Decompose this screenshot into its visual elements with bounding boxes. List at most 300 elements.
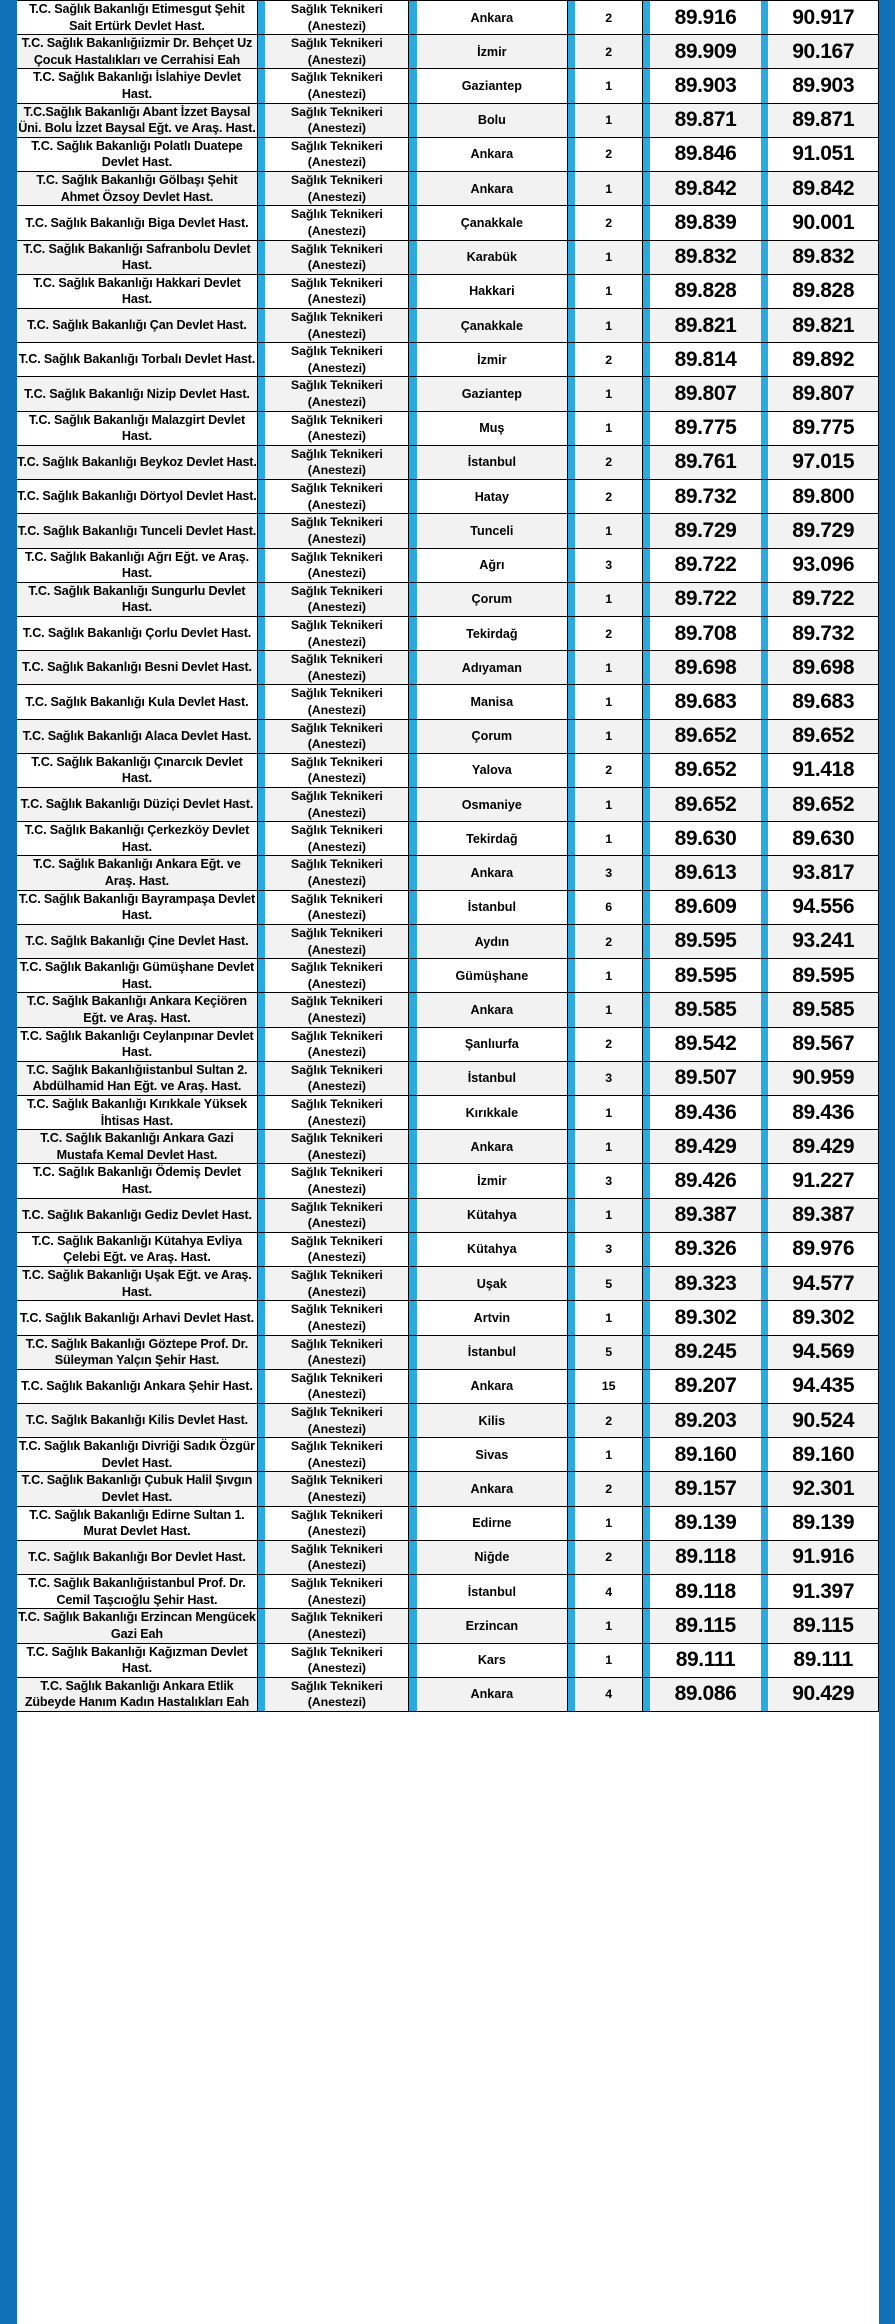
cell-title: Sağlık Teknikeri (Anestezi) bbox=[265, 480, 409, 514]
cell-city: Manisa bbox=[417, 685, 568, 719]
column-separator-2 bbox=[409, 1438, 417, 1472]
column-separator-1 bbox=[257, 411, 265, 445]
cell-max-score: 89.595 bbox=[768, 959, 878, 993]
table-row bbox=[17, 1061, 879, 1095]
cell-title: Sağlık Teknikeri (Anestezi) bbox=[265, 1198, 409, 1232]
cell-min-score: 89.609 bbox=[650, 890, 760, 924]
cell-quantity: 4 bbox=[575, 1677, 642, 1711]
cell-quantity: 6 bbox=[575, 890, 642, 924]
cell-max-score: 93.817 bbox=[768, 856, 878, 890]
column-separator-3 bbox=[567, 582, 575, 616]
column-separator-2 bbox=[409, 1267, 417, 1301]
column-separator-3 bbox=[567, 651, 575, 685]
cell-city: Ankara bbox=[417, 172, 568, 206]
cell-institution: T.C.Sağlık Bakanlığı Abant İzzet Baysal Üni. Bolu İzzet Baysal Eğt. ve Araş. Hast. bbox=[17, 103, 257, 137]
cell-min-score: 89.729 bbox=[650, 514, 760, 548]
column-separator-2 bbox=[409, 1164, 417, 1198]
column-separator-1 bbox=[257, 137, 265, 171]
column-separator-4 bbox=[643, 719, 651, 753]
cell-max-score: 89.683 bbox=[768, 685, 878, 719]
column-separator-3 bbox=[567, 1198, 575, 1232]
cell-city: Gaziantep bbox=[417, 69, 568, 103]
column-separator-2 bbox=[409, 69, 417, 103]
cell-quantity: 1 bbox=[575, 103, 642, 137]
cell-city: Adıyaman bbox=[417, 651, 568, 685]
cell-min-score: 89.814 bbox=[650, 343, 760, 377]
column-separator-1 bbox=[257, 822, 265, 856]
cell-institution: T.C. Sağlık Bakanlığı Nizip Devlet Hast. bbox=[17, 377, 257, 411]
cell-max-score: 89.436 bbox=[768, 1096, 878, 1130]
column-separator-3 bbox=[567, 1438, 575, 1472]
column-separator-1 bbox=[257, 35, 265, 69]
cell-title: Sağlık Teknikeri (Anestezi) bbox=[265, 1232, 409, 1266]
cell-quantity: 2 bbox=[575, 1, 642, 35]
column-separator-1 bbox=[257, 480, 265, 514]
cell-quantity: 2 bbox=[575, 1403, 642, 1437]
cell-min-score: 89.157 bbox=[650, 1472, 760, 1506]
column-separator-5 bbox=[761, 1575, 769, 1609]
column-separator-3 bbox=[567, 343, 575, 377]
cell-city: İstanbul bbox=[417, 1335, 568, 1369]
cell-title: Sağlık Teknikeri (Anestezi) bbox=[265, 1643, 409, 1677]
column-separator-2 bbox=[409, 172, 417, 206]
cell-min-score: 89.436 bbox=[650, 1096, 760, 1130]
column-separator-5 bbox=[761, 1438, 769, 1472]
cell-title: Sağlık Teknikeri (Anestezi) bbox=[265, 651, 409, 685]
cell-title: Sağlık Teknikeri (Anestezi) bbox=[265, 103, 409, 137]
table-row bbox=[17, 1403, 879, 1437]
cell-title: Sağlık Teknikeri (Anestezi) bbox=[265, 822, 409, 856]
column-separator-2 bbox=[409, 1643, 417, 1677]
cell-title: Sağlık Teknikeri (Anestezi) bbox=[265, 1506, 409, 1540]
column-separator-4 bbox=[643, 924, 651, 958]
column-separator-1 bbox=[257, 343, 265, 377]
column-separator-3 bbox=[567, 993, 575, 1027]
column-separator-5 bbox=[761, 788, 769, 822]
cell-quantity: 2 bbox=[575, 1540, 642, 1574]
table-row bbox=[17, 137, 879, 171]
table-row bbox=[17, 1643, 879, 1677]
cell-institution: T.C. Sağlık Bakanlığı Çan Devlet Hast. bbox=[17, 308, 257, 342]
cell-title: Sağlık Teknikeri (Anestezi) bbox=[265, 1301, 409, 1335]
cell-title: Sağlık Teknikeri (Anestezi) bbox=[265, 274, 409, 308]
table-row bbox=[17, 993, 879, 1027]
column-separator-4 bbox=[643, 685, 651, 719]
table-row bbox=[17, 274, 879, 308]
cell-title: Sağlık Teknikeri (Anestezi) bbox=[265, 719, 409, 753]
column-separator-5 bbox=[761, 1301, 769, 1335]
cell-min-score: 89.807 bbox=[650, 377, 760, 411]
cell-city: Kütahya bbox=[417, 1198, 568, 1232]
cell-quantity: 1 bbox=[575, 1096, 642, 1130]
cell-quantity: 3 bbox=[575, 1061, 642, 1095]
table-row bbox=[17, 890, 879, 924]
column-separator-1 bbox=[257, 445, 265, 479]
column-separator-5 bbox=[761, 1403, 769, 1437]
cell-min-score: 89.542 bbox=[650, 1027, 760, 1061]
column-separator-4 bbox=[643, 137, 651, 171]
cell-city: İzmir bbox=[417, 35, 568, 69]
table-row bbox=[17, 1232, 879, 1266]
column-separator-4 bbox=[643, 1096, 651, 1130]
cell-max-score: 94.556 bbox=[768, 890, 878, 924]
cell-title: Sağlık Teknikeri (Anestezi) bbox=[265, 137, 409, 171]
column-separator-4 bbox=[643, 103, 651, 137]
column-separator-3 bbox=[567, 856, 575, 890]
cell-max-score: 89.775 bbox=[768, 411, 878, 445]
column-separator-2 bbox=[409, 616, 417, 650]
cell-min-score: 89.652 bbox=[650, 788, 760, 822]
cell-title: Sağlık Teknikeri (Anestezi) bbox=[265, 924, 409, 958]
cell-max-score: 91.418 bbox=[768, 753, 878, 787]
cell-quantity: 2 bbox=[575, 137, 642, 171]
column-separator-4 bbox=[643, 1369, 651, 1403]
cell-quantity: 1 bbox=[575, 377, 642, 411]
column-separator-1 bbox=[257, 1027, 265, 1061]
cell-quantity: 2 bbox=[575, 616, 642, 650]
cell-institution: T.C. Sağlık Bakanlığı Dörtyol Devlet Hast. bbox=[17, 480, 257, 514]
cell-max-score: 89.800 bbox=[768, 480, 878, 514]
cell-min-score: 89.821 bbox=[650, 308, 760, 342]
column-separator-3 bbox=[567, 548, 575, 582]
cell-min-score: 89.426 bbox=[650, 1164, 760, 1198]
cell-quantity: 2 bbox=[575, 924, 642, 958]
cell-title: Sağlık Teknikeri (Anestezi) bbox=[265, 685, 409, 719]
cell-institution: T.C. Sağlık Bakanlığı Ödemiş Devlet Hast. bbox=[17, 1164, 257, 1198]
column-separator-1 bbox=[257, 240, 265, 274]
column-separator-3 bbox=[567, 1369, 575, 1403]
cell-min-score: 89.698 bbox=[650, 651, 760, 685]
column-separator-5 bbox=[761, 1609, 769, 1643]
column-separator-4 bbox=[643, 788, 651, 822]
cell-max-score: 89.139 bbox=[768, 1506, 878, 1540]
cell-max-score: 97.015 bbox=[768, 445, 878, 479]
cell-quantity: 2 bbox=[575, 480, 642, 514]
cell-institution: T.C. Sağlık Bakanlığı Safranbolu Devlet Hast. bbox=[17, 240, 257, 274]
cell-max-score: 94.435 bbox=[768, 1369, 878, 1403]
column-separator-2 bbox=[409, 206, 417, 240]
cell-min-score: 89.595 bbox=[650, 959, 760, 993]
cell-min-score: 89.115 bbox=[650, 1609, 760, 1643]
cell-quantity: 15 bbox=[575, 1369, 642, 1403]
cell-title: Sağlık Teknikeri (Anestezi) bbox=[265, 1130, 409, 1164]
column-separator-5 bbox=[761, 1643, 769, 1677]
column-separator-4 bbox=[643, 1506, 651, 1540]
column-separator-5 bbox=[761, 1267, 769, 1301]
cell-min-score: 89.652 bbox=[650, 719, 760, 753]
table-row bbox=[17, 514, 879, 548]
cell-max-score: 91.397 bbox=[768, 1575, 878, 1609]
table-row bbox=[17, 788, 879, 822]
cell-institution: T.C. Sağlık Bakanlığıizmir Dr. Behçet Uz Çocuk Hastalıkları ve Cerrahisi Eah bbox=[17, 35, 257, 69]
column-separator-3 bbox=[567, 959, 575, 993]
column-separator-5 bbox=[761, 822, 769, 856]
column-separator-5 bbox=[761, 1506, 769, 1540]
column-separator-5 bbox=[761, 35, 769, 69]
column-separator-3 bbox=[567, 377, 575, 411]
column-separator-3 bbox=[567, 924, 575, 958]
cell-institution: T.C. Sağlık Bakanlığı Tunceli Devlet Hast. bbox=[17, 514, 257, 548]
column-separator-1 bbox=[257, 1335, 265, 1369]
column-separator-4 bbox=[643, 1677, 651, 1711]
cell-quantity: 3 bbox=[575, 856, 642, 890]
cell-max-score: 92.301 bbox=[768, 1472, 878, 1506]
column-separator-2 bbox=[409, 1027, 417, 1061]
cell-quantity: 1 bbox=[575, 1643, 642, 1677]
column-separator-2 bbox=[409, 1609, 417, 1643]
cell-min-score: 89.245 bbox=[650, 1335, 760, 1369]
cell-max-score: 89.115 bbox=[768, 1609, 878, 1643]
column-separator-2 bbox=[409, 35, 417, 69]
cell-min-score: 89.846 bbox=[650, 137, 760, 171]
cell-max-score: 90.167 bbox=[768, 35, 878, 69]
cell-quantity: 2 bbox=[575, 206, 642, 240]
cell-title: Sağlık Teknikeri (Anestezi) bbox=[265, 1609, 409, 1643]
cell-min-score: 89.203 bbox=[650, 1403, 760, 1437]
cell-min-score: 89.871 bbox=[650, 103, 760, 137]
cell-institution: T.C. Sağlık Bakanlığı Polatlı Duatepe Devlet Hast. bbox=[17, 137, 257, 171]
column-separator-2 bbox=[409, 1301, 417, 1335]
column-separator-1 bbox=[257, 172, 265, 206]
cell-max-score: 89.652 bbox=[768, 719, 878, 753]
cell-quantity: 1 bbox=[575, 993, 642, 1027]
table-row bbox=[17, 1438, 879, 1472]
column-separator-5 bbox=[761, 377, 769, 411]
cell-quantity: 1 bbox=[575, 1130, 642, 1164]
cell-city: Tekirdağ bbox=[417, 822, 568, 856]
column-separator-3 bbox=[567, 822, 575, 856]
table-row bbox=[17, 685, 879, 719]
cell-title: Sağlık Teknikeri (Anestezi) bbox=[265, 1472, 409, 1506]
cell-min-score: 89.842 bbox=[650, 172, 760, 206]
column-separator-2 bbox=[409, 993, 417, 1027]
column-separator-2 bbox=[409, 924, 417, 958]
cell-city: Kars bbox=[417, 1643, 568, 1677]
cell-title: Sağlık Teknikeri (Anestezi) bbox=[265, 582, 409, 616]
table-row bbox=[17, 480, 879, 514]
cell-min-score: 89.507 bbox=[650, 1061, 760, 1095]
cell-city: İzmir bbox=[417, 343, 568, 377]
column-separator-2 bbox=[409, 856, 417, 890]
table-row bbox=[17, 1267, 879, 1301]
column-separator-4 bbox=[643, 1027, 651, 1061]
cell-quantity: 1 bbox=[575, 69, 642, 103]
cell-max-score: 91.916 bbox=[768, 1540, 878, 1574]
column-separator-4 bbox=[643, 1403, 651, 1437]
column-separator-1 bbox=[257, 1609, 265, 1643]
cell-min-score: 89.722 bbox=[650, 548, 760, 582]
column-separator-3 bbox=[567, 719, 575, 753]
cell-institution: T.C. Sağlık Bakanlığı Çorlu Devlet Hast. bbox=[17, 616, 257, 650]
column-separator-3 bbox=[567, 1, 575, 35]
cell-max-score: 89.160 bbox=[768, 1438, 878, 1472]
cell-quantity: 1 bbox=[575, 1438, 642, 1472]
column-separator-5 bbox=[761, 308, 769, 342]
column-separator-4 bbox=[643, 890, 651, 924]
cell-city: Tekirdağ bbox=[417, 616, 568, 650]
cell-max-score: 89.722 bbox=[768, 582, 878, 616]
cell-min-score: 89.630 bbox=[650, 822, 760, 856]
column-separator-2 bbox=[409, 1540, 417, 1574]
cell-title: Sağlık Teknikeri (Anestezi) bbox=[265, 206, 409, 240]
cell-city: Çorum bbox=[417, 719, 568, 753]
column-separator-4 bbox=[643, 1609, 651, 1643]
cell-max-score: 89.832 bbox=[768, 240, 878, 274]
column-separator-1 bbox=[257, 69, 265, 103]
table-row bbox=[17, 1609, 879, 1643]
cell-institution: T.C. Sağlık Bakanlığı Bayrampaşa Devlet Hast. bbox=[17, 890, 257, 924]
cell-min-score: 89.139 bbox=[650, 1506, 760, 1540]
column-separator-2 bbox=[409, 343, 417, 377]
column-separator-1 bbox=[257, 616, 265, 650]
column-separator-3 bbox=[567, 35, 575, 69]
column-separator-5 bbox=[761, 1540, 769, 1574]
cell-institution: T.C. Sağlık Bakanlığı Uşak Eğt. ve Araş. Hast. bbox=[17, 1267, 257, 1301]
column-separator-1 bbox=[257, 548, 265, 582]
column-separator-4 bbox=[643, 959, 651, 993]
column-separator-5 bbox=[761, 1096, 769, 1130]
column-separator-5 bbox=[761, 69, 769, 103]
column-separator-3 bbox=[567, 1609, 575, 1643]
column-separator-5 bbox=[761, 480, 769, 514]
cell-city: Gümüşhane bbox=[417, 959, 568, 993]
cell-max-score: 90.959 bbox=[768, 1061, 878, 1095]
table-row bbox=[17, 582, 879, 616]
table-row bbox=[17, 616, 879, 650]
cell-max-score: 89.652 bbox=[768, 788, 878, 822]
column-separator-3 bbox=[567, 1335, 575, 1369]
cell-institution: T.C. Sağlık Bakanlığı Kula Devlet Hast. bbox=[17, 685, 257, 719]
column-separator-4 bbox=[643, 1643, 651, 1677]
column-separator-2 bbox=[409, 1130, 417, 1164]
cell-title: Sağlık Teknikeri (Anestezi) bbox=[265, 959, 409, 993]
cell-max-score: 89.698 bbox=[768, 651, 878, 685]
column-separator-4 bbox=[643, 1438, 651, 1472]
cell-institution: T.C. Sağlık Bakanlığıistanbul Prof. Dr. Cemil Taşcıoğlu Şehir Hast. bbox=[17, 1575, 257, 1609]
column-separator-4 bbox=[643, 753, 651, 787]
placement-results-table bbox=[17, 0, 879, 1712]
cell-city: Ankara bbox=[417, 993, 568, 1027]
cell-max-score: 89.871 bbox=[768, 103, 878, 137]
column-separator-5 bbox=[761, 1164, 769, 1198]
cell-title: Sağlık Teknikeri (Anestezi) bbox=[265, 753, 409, 787]
cell-institution: T.C. Sağlık Bakanlığı Göztepe Prof. Dr. Süleyman Yalçın Şehir Hast. bbox=[17, 1335, 257, 1369]
column-separator-5 bbox=[761, 924, 769, 958]
column-separator-2 bbox=[409, 1677, 417, 1711]
cell-institution: T.C. Sağlık Bakanlığı Ankara Şehir Hast. bbox=[17, 1369, 257, 1403]
column-separator-1 bbox=[257, 890, 265, 924]
column-separator-3 bbox=[567, 172, 575, 206]
column-separator-3 bbox=[567, 685, 575, 719]
column-separator-5 bbox=[761, 1369, 769, 1403]
cell-institution: T.C. Sağlık Bakanlığı Besni Devlet Hast. bbox=[17, 651, 257, 685]
column-separator-3 bbox=[567, 445, 575, 479]
column-separator-2 bbox=[409, 1403, 417, 1437]
column-separator-2 bbox=[409, 1, 417, 35]
column-separator-5 bbox=[761, 959, 769, 993]
cell-institution: T.C. Sağlık Bakanlığı Ankara Keçiören Eğt. ve Araş. Hast. bbox=[17, 993, 257, 1027]
table-row bbox=[17, 719, 879, 753]
cell-max-score: 90.001 bbox=[768, 206, 878, 240]
column-separator-3 bbox=[567, 274, 575, 308]
column-separator-5 bbox=[761, 582, 769, 616]
cell-institution: T.C. Sağlık Bakanlığı Sungurlu Devlet Hast. bbox=[17, 582, 257, 616]
column-separator-3 bbox=[567, 1130, 575, 1164]
cell-city: Çanakkale bbox=[417, 206, 568, 240]
column-separator-3 bbox=[567, 1677, 575, 1711]
cell-quantity: 1 bbox=[575, 822, 642, 856]
cell-min-score: 89.585 bbox=[650, 993, 760, 1027]
column-separator-1 bbox=[257, 1061, 265, 1095]
column-separator-4 bbox=[643, 1335, 651, 1369]
cell-institution: T.C. Sağlık Bakanlığı Kütahya Evliya Çelebi Eğt. ve Araş. Hast. bbox=[17, 1232, 257, 1266]
column-separator-5 bbox=[761, 172, 769, 206]
cell-institution: T.C. Sağlık Bakanlığı Malazgirt Devlet Hast. bbox=[17, 411, 257, 445]
column-separator-5 bbox=[761, 548, 769, 582]
cell-city: Hatay bbox=[417, 480, 568, 514]
column-separator-1 bbox=[257, 103, 265, 137]
column-separator-4 bbox=[643, 1540, 651, 1574]
cell-city: Uşak bbox=[417, 1267, 568, 1301]
column-separator-2 bbox=[409, 685, 417, 719]
column-separator-4 bbox=[643, 1267, 651, 1301]
column-separator-3 bbox=[567, 1027, 575, 1061]
column-separator-4 bbox=[643, 822, 651, 856]
cell-quantity: 2 bbox=[575, 343, 642, 377]
cell-institution: T.C. Sağlık Bakanlığı Divriği Sadık Özgür Devlet Hast. bbox=[17, 1438, 257, 1472]
cell-city: İstanbul bbox=[417, 1575, 568, 1609]
table-row bbox=[17, 1, 879, 35]
column-separator-5 bbox=[761, 137, 769, 171]
column-separator-3 bbox=[567, 103, 575, 137]
cell-institution: T.C. Sağlık Bakanlığı Biga Devlet Hast. bbox=[17, 206, 257, 240]
cell-institution: T.C. Sağlık Bakanlığı Gediz Devlet Hast. bbox=[17, 1198, 257, 1232]
cell-max-score: 89.630 bbox=[768, 822, 878, 856]
column-separator-4 bbox=[643, 548, 651, 582]
column-separator-2 bbox=[409, 480, 417, 514]
cell-city: Erzincan bbox=[417, 1609, 568, 1643]
table-row bbox=[17, 445, 879, 479]
column-separator-1 bbox=[257, 924, 265, 958]
table-row bbox=[17, 240, 879, 274]
cell-quantity: 1 bbox=[575, 1198, 642, 1232]
column-separator-3 bbox=[567, 69, 575, 103]
column-separator-2 bbox=[409, 274, 417, 308]
column-separator-1 bbox=[257, 514, 265, 548]
column-separator-2 bbox=[409, 1335, 417, 1369]
cell-title: Sağlık Teknikeri (Anestezi) bbox=[265, 172, 409, 206]
cell-city: İstanbul bbox=[417, 1061, 568, 1095]
cell-city: İstanbul bbox=[417, 890, 568, 924]
cell-min-score: 89.160 bbox=[650, 1438, 760, 1472]
column-separator-4 bbox=[643, 651, 651, 685]
column-separator-1 bbox=[257, 206, 265, 240]
cell-city: Kütahya bbox=[417, 1232, 568, 1266]
column-separator-5 bbox=[761, 685, 769, 719]
cell-institution: T.C. Sağlık Bakanlığı İslahiye Devlet Hast. bbox=[17, 69, 257, 103]
cell-max-score: 91.227 bbox=[768, 1164, 878, 1198]
column-separator-5 bbox=[761, 993, 769, 1027]
cell-max-score: 89.302 bbox=[768, 1301, 878, 1335]
column-separator-2 bbox=[409, 651, 417, 685]
column-separator-1 bbox=[257, 1575, 265, 1609]
cell-title: Sağlık Teknikeri (Anestezi) bbox=[265, 1027, 409, 1061]
cell-min-score: 89.613 bbox=[650, 856, 760, 890]
column-separator-5 bbox=[761, 856, 769, 890]
column-separator-4 bbox=[643, 377, 651, 411]
cell-min-score: 89.111 bbox=[650, 1643, 760, 1677]
table-row bbox=[17, 924, 879, 958]
